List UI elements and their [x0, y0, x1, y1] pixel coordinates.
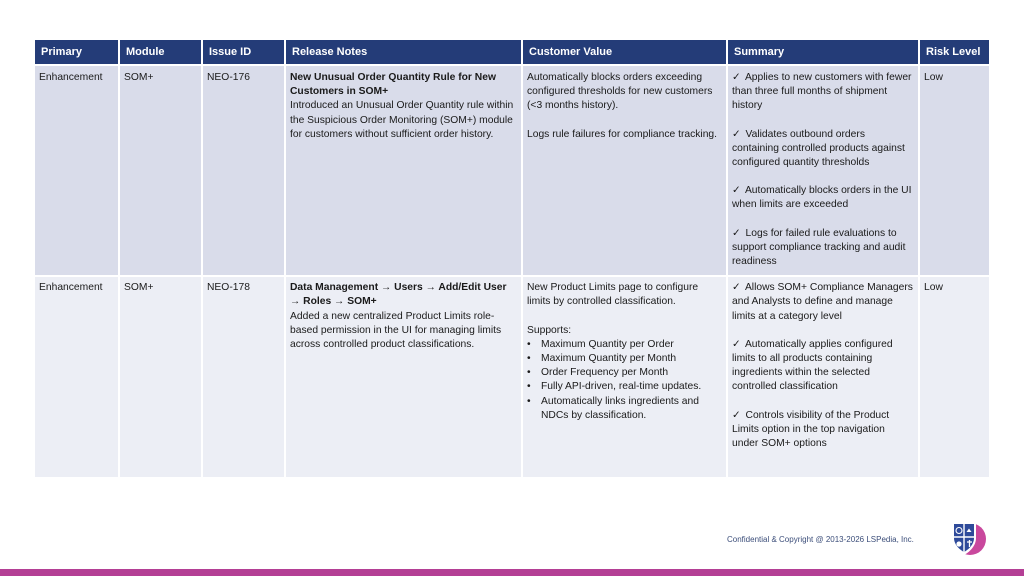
cell-release-notes — [286, 275, 521, 477]
release-note-body: Added a new centralized Product Limits role-based permission in the UI for managing limits across controlled product classifications. — [290, 310, 502, 351]
release-notes-table — [33, 40, 991, 477]
list-item: • Order Frequency per Month — [527, 366, 722, 380]
table-row — [35, 275, 989, 477]
customer-value-text: New Product Limits page to configure limits by controlled classification. — [527, 282, 699, 308]
header-risk-level: Risk Level — [920, 40, 989, 64]
customer-value-text: Automatically blocks orders exceeding configured thresholds for new customers (<3 months history). — [527, 72, 713, 112]
header-issue-id: Issue ID — [203, 40, 284, 64]
check-icon: ✓ — [732, 185, 741, 197]
check-icon: ✓ — [732, 227, 741, 239]
release-note-title: Data Management → Users → Add/Edit User → Roles → SOM+ — [290, 282, 507, 308]
cell-customer-value — [523, 64, 726, 275]
summary-item: ✓ Allows SOM+ Compliance Managers and Analysts to define and manage limits at a category level — [732, 282, 913, 322]
supports-label: Supports: — [527, 324, 572, 336]
lspedia-shield-logo-icon — [946, 518, 988, 558]
cell-module: SOM+ — [120, 275, 201, 477]
check-icon: ✓ — [732, 128, 741, 140]
supports-list — [527, 338, 722, 423]
table-header-row — [35, 40, 989, 64]
cell-module: SOM+ — [120, 64, 201, 275]
header-summary: Summary — [728, 40, 918, 64]
header-primary: Primary — [35, 40, 118, 64]
cell-issue-id: NEO-176 — [203, 64, 284, 275]
list-item: • Fully API-driven, real-time updates. — [527, 380, 722, 394]
check-icon: ✓ — [732, 282, 741, 294]
cell-risk-level: Low — [920, 64, 989, 275]
summary-item: ✓ Applies to new customers with fewer than three full months of shipment history — [732, 72, 912, 112]
summary-item: ✓ Validates outbound orders containing controlled products against configured quantity thresholds — [732, 128, 905, 169]
release-note-title: New Unusual Order Quantity Rule for New Customers in SOM+ — [290, 72, 496, 98]
cell-release-notes — [286, 64, 521, 275]
summary-item: ✓ Automatically blocks orders in the UI when limits are exceeded — [732, 185, 912, 211]
cell-summary — [728, 275, 918, 477]
header-customer-value: Customer Value — [523, 40, 726, 64]
summary-item: ✓ Logs for failed rule evaluations to support compliance tracking and audit readiness — [732, 227, 906, 268]
customer-value-text: Logs rule failures for compliance tracking. — [527, 128, 718, 140]
header-module: Module — [120, 40, 201, 64]
bottom-accent-bar — [0, 569, 1024, 576]
list-item: • Maximum Quantity per Order — [527, 338, 722, 352]
cell-summary — [728, 64, 918, 275]
list-item: • Automatically links ingredients and NDCs by classification. — [527, 395, 722, 423]
cell-primary: Enhancement — [35, 275, 118, 477]
cell-issue-id: NEO-178 — [203, 275, 284, 477]
summary-item: ✓ Controls visibility of the Product Limits option in the top navigation under SOM+ options — [732, 409, 890, 450]
cell-customer-value — [523, 275, 726, 477]
check-icon: ✓ — [732, 72, 741, 83]
release-note-body: Introduced an Unusual Order Quantity rule within the Suspicious Order Monitoring (SOM+) module for customers without sufficient order history. — [290, 100, 514, 140]
summary-item: ✓ Automatically applies configured limits to all products containing ingredients within the selected controlled classification — [732, 338, 893, 393]
copyright-footer: Confidential & Copyright @ 2013-2026 LSPedia, Inc. — [727, 535, 914, 544]
table-row — [35, 64, 989, 275]
check-icon: ✓ — [732, 409, 741, 421]
cell-risk-level: Low — [920, 275, 989, 477]
cell-primary: Enhancement — [35, 64, 118, 275]
list-item: • Maximum Quantity per Month — [527, 352, 722, 366]
check-icon: ✓ — [732, 338, 741, 350]
header-release-notes: Release Notes — [286, 40, 521, 64]
